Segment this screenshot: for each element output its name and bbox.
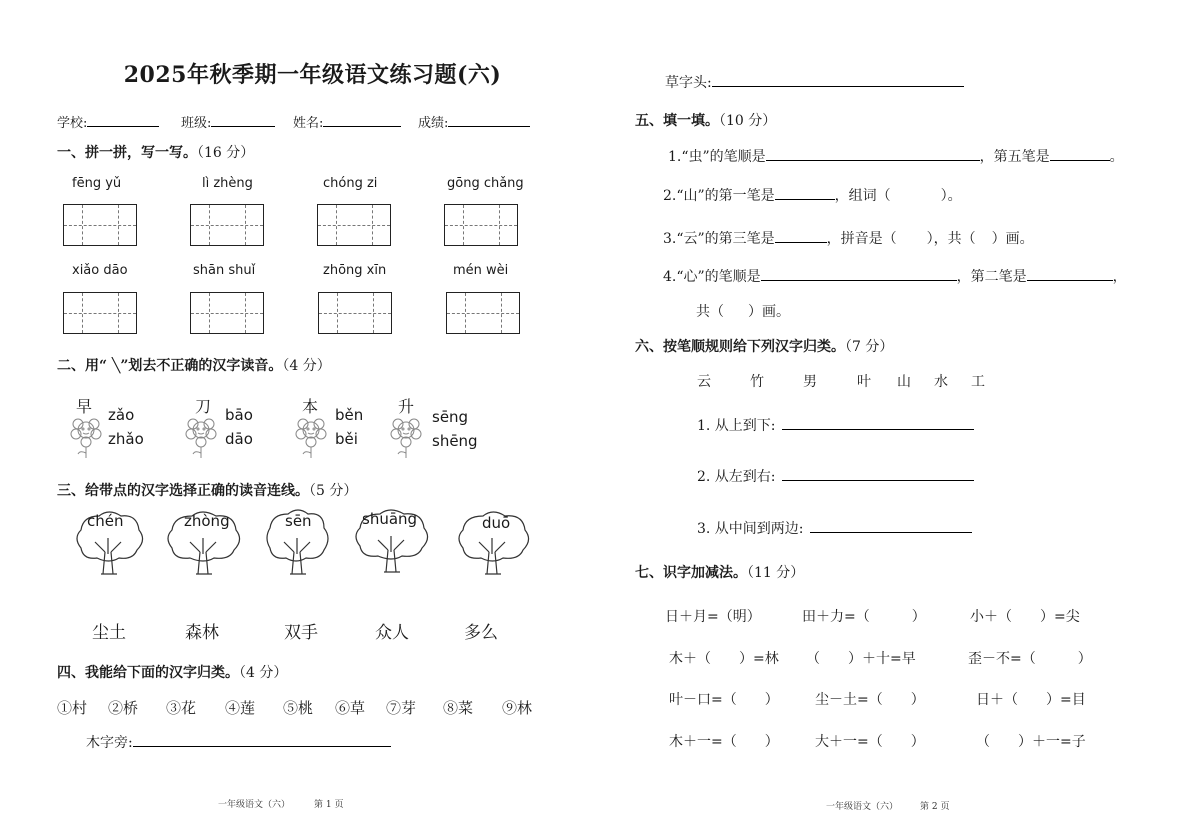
pinyin-option[interactable]: dāo <box>225 430 253 448</box>
answer-blank[interactable] <box>782 467 974 481</box>
section-5-title: 五、填一填。 <box>635 113 719 129</box>
question-text: ），共（ <box>926 231 976 247</box>
flower-icon <box>293 412 329 460</box>
equation[interactable]: 小＋（ ）=尖 <box>970 609 1080 625</box>
pinyin-label: gōng chǎng <box>447 176 524 191</box>
question-text: 3.“云”的第三笔是 <box>663 231 775 247</box>
sec3-word[interactable]: 多么 <box>464 623 498 643</box>
stroke-char: 叶 <box>857 374 871 390</box>
flower-icon <box>388 412 424 460</box>
tree-pinyin[interactable]: sēn <box>285 512 312 530</box>
section-5-points: （10 分） <box>719 113 777 129</box>
stroke-group <box>697 415 974 435</box>
section-4-title: 四、我能给下面的汉字归类。 <box>57 665 239 681</box>
question-text: ，第二笔是 <box>956 269 1027 285</box>
section-1-heading <box>57 142 254 162</box>
fill-question <box>663 185 962 205</box>
question-text: 2.“山”的第一笔是 <box>663 188 775 204</box>
stroke-char: 水 <box>934 374 948 390</box>
section-5-heading <box>635 110 776 130</box>
sec2-char: 升 <box>398 397 415 416</box>
section-4-points: （4 分） <box>239 665 288 681</box>
question-text: ）画。 <box>991 231 1034 247</box>
writing-grid[interactable] <box>317 204 391 246</box>
section-2-heading <box>57 355 331 375</box>
pinyin-label: shān shuǐ <box>193 263 256 278</box>
name-blank[interactable] <box>323 113 401 127</box>
pinyin-label: chóng zi <box>323 176 378 191</box>
sec2-char: 刀 <box>195 397 212 416</box>
classify-item: ②桥 <box>108 699 139 717</box>
fill-question <box>668 146 1124 166</box>
sec2-char: 本 <box>302 397 319 416</box>
stroke-char: 竹 <box>750 374 764 390</box>
cao-radical-label: 草字头: <box>665 75 712 91</box>
stroke-char: 云 <box>697 374 711 390</box>
name-label: 姓名: <box>293 116 324 131</box>
section-3-points: （5 分） <box>309 483 358 499</box>
pinyin-label: zhōng xīn <box>323 263 387 278</box>
class-label: 班级: <box>181 116 212 131</box>
pinyin-option[interactable]: běi <box>335 430 358 448</box>
cao-radical-blank[interactable] <box>712 73 964 87</box>
equation[interactable]: （ ）＋十=早 <box>806 651 916 667</box>
section-4-heading <box>57 662 287 682</box>
fill-question-cont <box>696 301 790 321</box>
school-blank[interactable] <box>87 113 159 127</box>
sec3-word[interactable]: 尘土 <box>92 623 126 643</box>
pinyin-label: lì zhèng <box>202 176 253 191</box>
pinyin-option[interactable]: bāo <box>225 406 253 424</box>
section-3-title: 三、给带点的汉字选择正确的读音连线。 <box>57 483 309 499</box>
answer-blank[interactable] <box>1050 147 1110 161</box>
equation[interactable]: 尘－土=（ ） <box>815 692 925 708</box>
writing-grid[interactable] <box>63 204 137 246</box>
equation[interactable]: 歪－不=（ ） <box>968 651 1092 667</box>
fill-question <box>663 228 1034 248</box>
question-text: 。 <box>1109 149 1124 165</box>
class-field <box>181 112 275 131</box>
answer-blank[interactable] <box>775 186 835 200</box>
section-6-title: 六、按笔顺规则给下列汉字归类。 <box>635 339 845 355</box>
question-text: ，第五笔是 <box>979 149 1050 165</box>
pinyin-option[interactable]: běn <box>335 406 364 424</box>
question-text: ， <box>1112 269 1127 285</box>
section-2-points: （4 分） <box>282 358 331 374</box>
writing-grid[interactable] <box>63 292 137 334</box>
class-blank[interactable] <box>211 113 275 127</box>
question-text: ）画。 <box>748 304 790 320</box>
stroke-char: 山 <box>897 374 911 390</box>
section-7-points: （11 分） <box>747 565 805 581</box>
flower-icon <box>183 412 219 460</box>
section-1-points: （16 分） <box>197 145 255 161</box>
stroke-char: 男 <box>803 374 817 390</box>
pinyin-option[interactable]: shēng <box>432 432 478 450</box>
score-field <box>418 112 530 131</box>
stroke-char: 工 <box>971 374 985 390</box>
writing-grid[interactable] <box>318 292 392 334</box>
classify-item: ⑤桃 <box>283 699 314 717</box>
section-3-heading <box>57 480 357 500</box>
equation[interactable]: 木＋一=（ ） <box>669 734 779 750</box>
mu-radical-field <box>86 732 391 752</box>
tree-pinyin[interactable]: shuāng <box>362 510 418 528</box>
answer-blank[interactable] <box>761 267 957 281</box>
classify-item: ③花 <box>166 699 197 717</box>
classify-item: ⑨林 <box>502 699 533 717</box>
name-field <box>293 112 401 131</box>
question-text: ）。 <box>940 188 962 204</box>
answer-blank[interactable] <box>1027 267 1113 281</box>
equation[interactable]: 日＋月=（明） <box>665 609 761 625</box>
section-1-title: 一、拼一拼，写一写。 <box>57 145 197 161</box>
classify-item: ⑥草 <box>335 699 366 717</box>
school-label: 学校: <box>57 116 88 131</box>
footer-page: 第 2 页 <box>920 802 950 812</box>
answer-blank[interactable] <box>766 147 980 161</box>
classify-item: ⑧菜 <box>443 699 474 717</box>
footer-left: 一年级语文（六） <box>826 802 899 812</box>
answer-blank[interactable] <box>810 519 972 533</box>
sec2-char: 早 <box>76 397 93 416</box>
classify-item: ①村 <box>57 699 88 717</box>
writing-grid[interactable] <box>446 292 520 334</box>
flower-icon <box>68 412 104 460</box>
section-7-heading <box>635 562 804 582</box>
tree-pinyin[interactable]: duō <box>482 514 511 532</box>
mu-radical-blank[interactable] <box>133 733 391 747</box>
question-text: 1.“虫”的笔顺是 <box>668 149 766 165</box>
stroke-group-label: 3. 从中间到两边: <box>697 521 804 537</box>
section-6-points: （7 分） <box>845 339 894 355</box>
footer-left: 一年级语文（六） <box>218 800 291 810</box>
equation[interactable]: 田＋力=（ ） <box>802 609 926 625</box>
writing-grid[interactable] <box>190 292 264 334</box>
section-2-title: 二、用“ ╲”划去不正确的汉字读音。 <box>57 358 283 374</box>
writing-grid[interactable] <box>190 204 264 246</box>
school-field <box>57 112 159 131</box>
pinyin-label: xiǎo dāo <box>72 263 128 278</box>
sec3-word[interactable]: 双手 <box>284 623 318 643</box>
cao-radical-field <box>665 72 964 92</box>
score-label: 成绩: <box>418 116 449 131</box>
equation[interactable]: （ ）＋一=子 <box>976 734 1086 750</box>
equation[interactable]: 叶－口=（ ） <box>669 692 779 708</box>
answer-blank[interactable] <box>775 229 827 243</box>
pinyin-label: mén wèi <box>453 263 509 278</box>
pinyin-option[interactable]: sēng <box>432 408 469 426</box>
classify-item: ⑦芽 <box>386 699 417 717</box>
stroke-group <box>697 466 974 486</box>
sec3-word[interactable]: 众人 <box>375 623 409 643</box>
pinyin-label: fēng yǔ <box>72 176 122 191</box>
equation[interactable]: 日＋（ ）=目 <box>976 692 1086 708</box>
score-blank[interactable] <box>448 113 530 127</box>
sec3-word[interactable]: 森林 <box>185 623 219 643</box>
question-text: ，组词（ <box>834 188 891 204</box>
footer-page: 第 1 页 <box>314 800 344 810</box>
pinyin-option[interactable]: zǎo <box>108 406 135 424</box>
tree-pinyin[interactable]: zhòng <box>184 512 230 530</box>
fill-question <box>663 266 1127 286</box>
stroke-group-label: 1. 从上到下: <box>697 418 776 434</box>
page-title: 2025年秋季期一年级语文练习题(六) <box>123 62 502 88</box>
section-6-heading <box>635 336 893 356</box>
question-text: 4.“心”的笔顺是 <box>663 269 761 285</box>
stroke-group-label: 2. 从左到右: <box>697 469 776 485</box>
stroke-group <box>697 518 972 538</box>
equation[interactable]: 木＋（ ）=林 <box>669 651 779 667</box>
equation[interactable]: 大＋一=（ ） <box>815 734 925 750</box>
question-text: ，拼音是（ <box>826 231 897 247</box>
answer-blank[interactable] <box>782 416 974 430</box>
pinyin-option[interactable]: zhǎo <box>108 430 144 448</box>
question-text: 共（ <box>696 304 724 320</box>
classify-item: ④莲 <box>225 699 256 717</box>
mu-radical-label: 木字旁: <box>86 735 133 751</box>
tree-pinyin[interactable]: chén <box>87 512 124 530</box>
section-7-title: 七、识字加减法。 <box>635 565 747 581</box>
writing-grid[interactable] <box>444 204 518 246</box>
